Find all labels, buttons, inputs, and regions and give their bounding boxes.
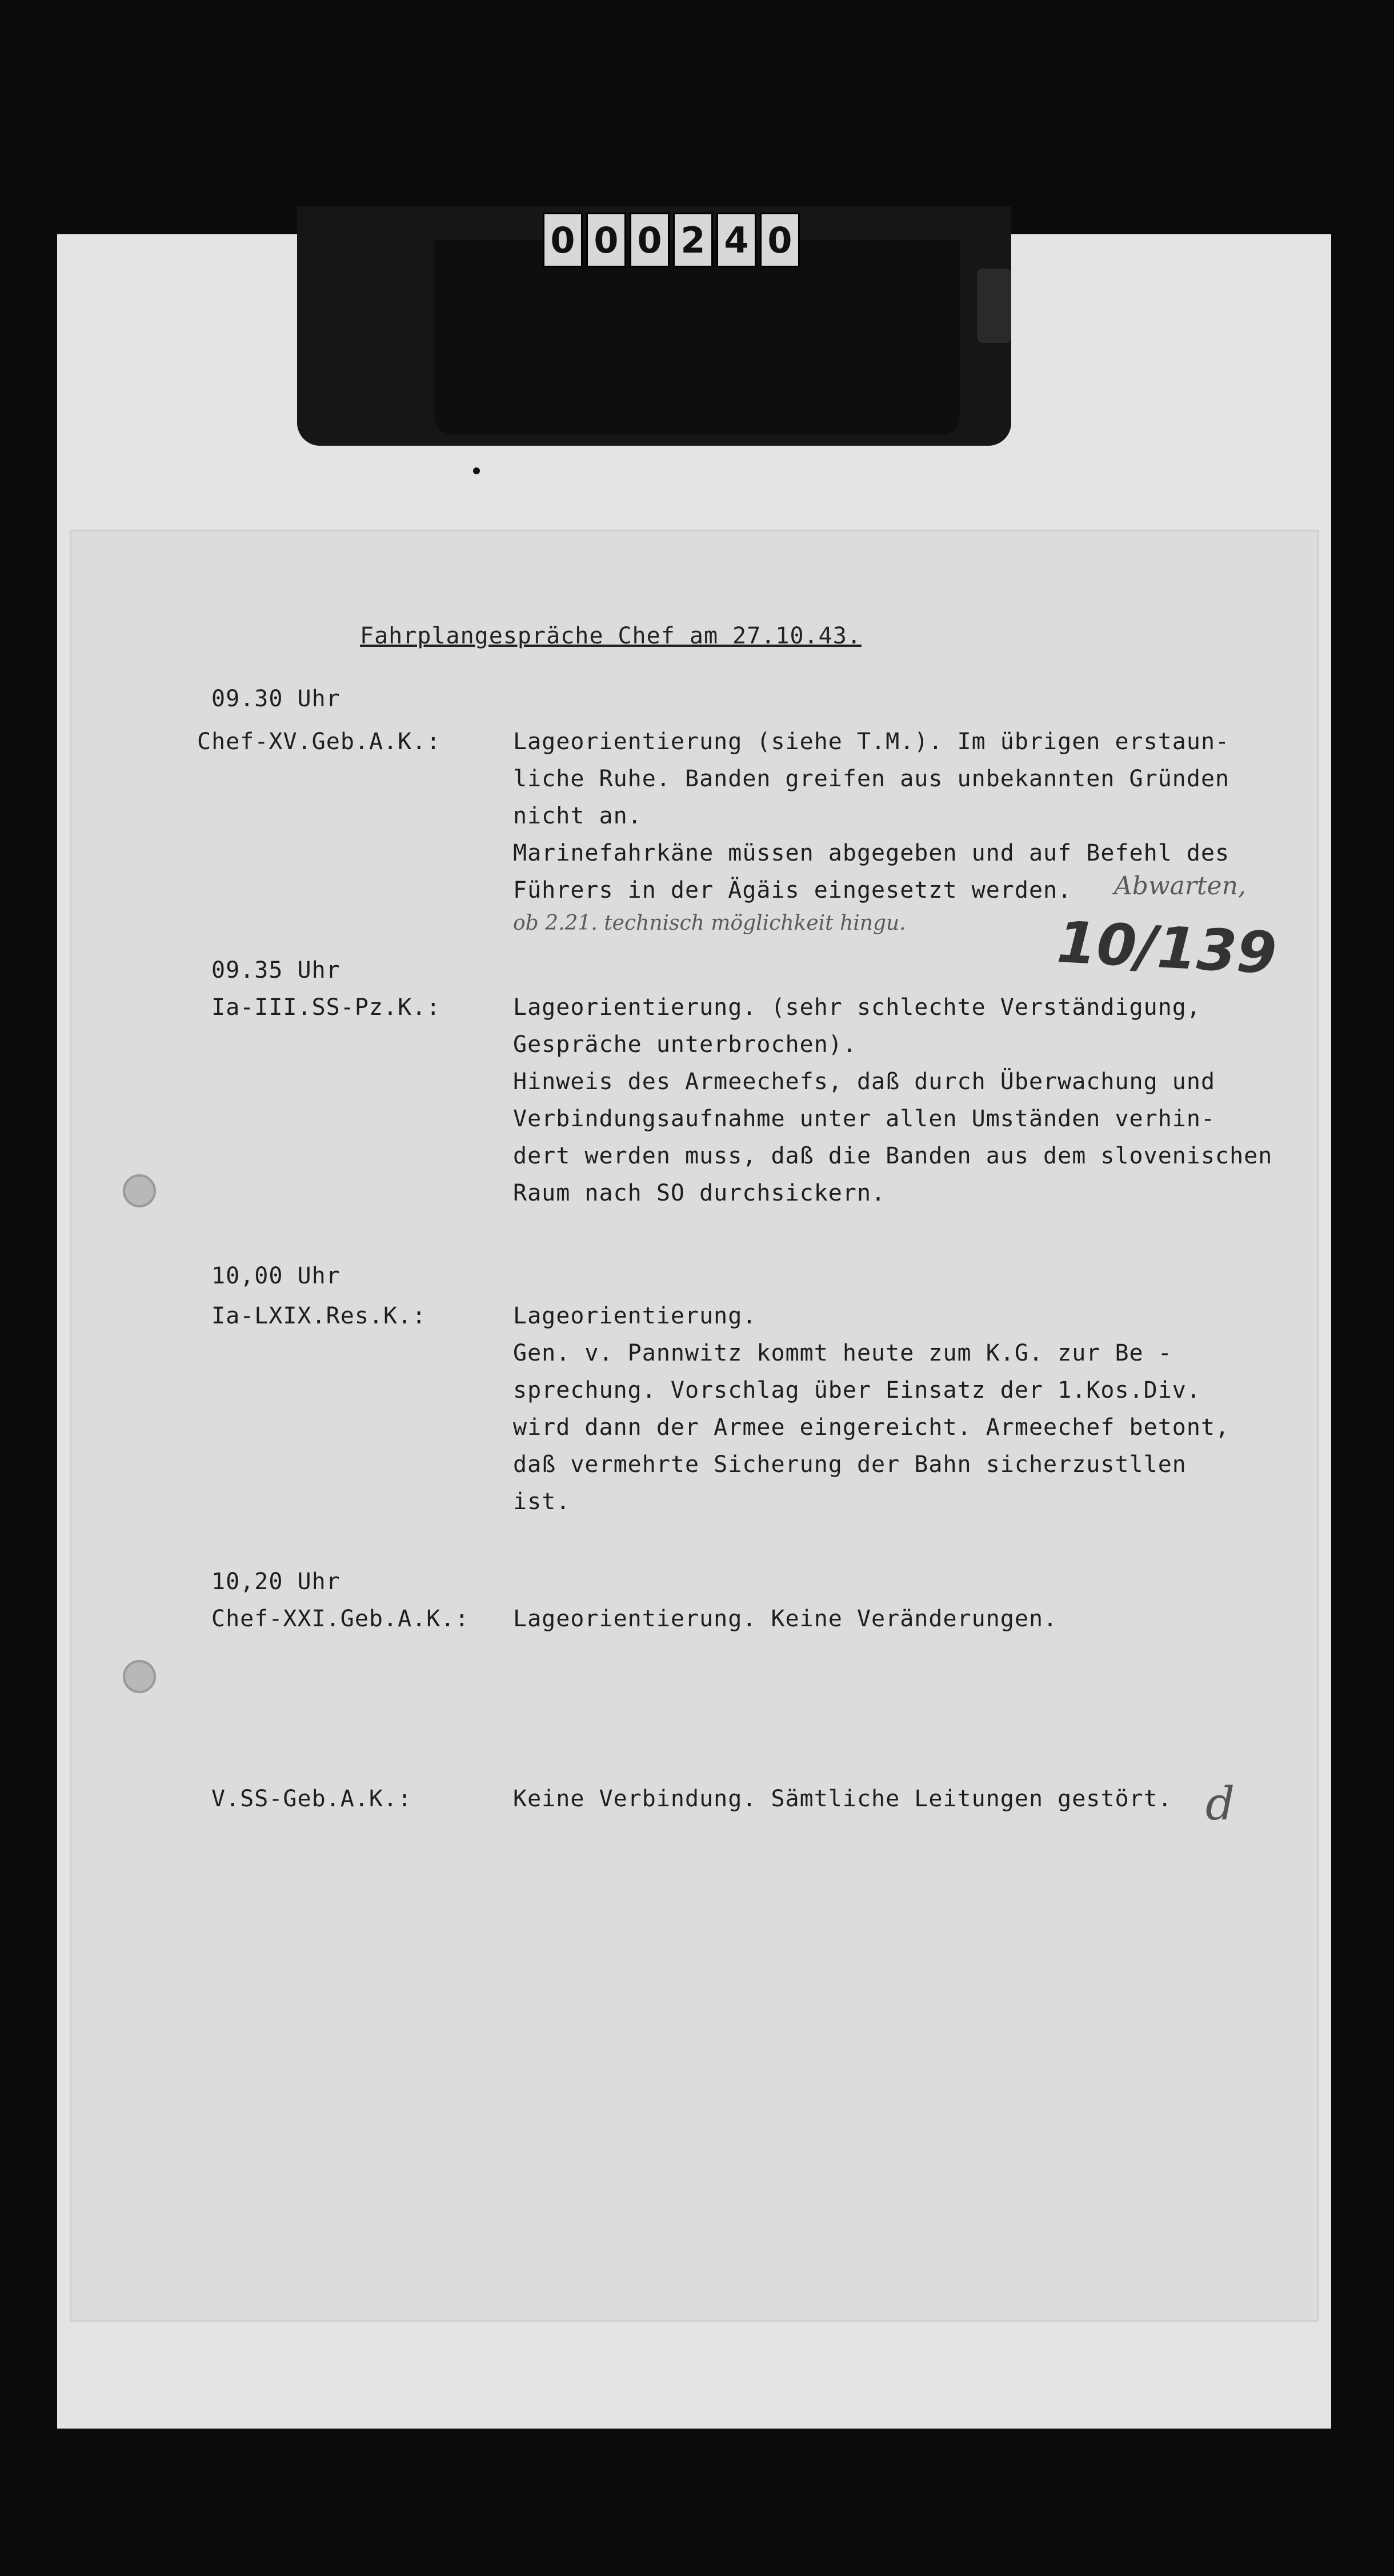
entry-unit: V.SS-Geb.A.K.: xyxy=(211,1786,412,1812)
entry-line: Lageorientierung (siehe T.M.). Im übrigen erstaun- xyxy=(513,729,1230,755)
entry-line: wird dann der Armee eingereicht. Armeechef betont, xyxy=(513,1414,1230,1441)
entry-line: Führers in der Ägäis eingesetzt werden. xyxy=(513,877,1072,903)
frame-counter-digit: 0 xyxy=(586,213,626,267)
entry-line: Lageorientierung. xyxy=(513,1303,757,1329)
entry-unit: Chef-XV.Geb.A.K.: xyxy=(197,729,441,755)
entry-line: Verbindungsaufnahme unter allen Umständen verhin- xyxy=(513,1106,1216,1132)
entry-line: dert werden muss, daß die Banden aus dem slovenischen xyxy=(513,1143,1273,1169)
frame-counter-digit: 2 xyxy=(673,213,713,267)
frame-counter xyxy=(543,213,800,264)
handwritten-initial: d xyxy=(1205,1777,1235,1830)
entry-line: Hinweis des Armeechefs, daß durch Überwachung und xyxy=(513,1069,1216,1095)
entry-line: daß vermehrte Sicherung der Bahn sicherzustllen xyxy=(513,1451,1187,1478)
clipboard-clamp xyxy=(434,240,960,434)
entry-unit: Chef-XXI.Geb.A.K.: xyxy=(211,1606,470,1632)
frame-counter-digit: 4 xyxy=(716,213,756,267)
entry-time: 10,20 Uhr xyxy=(211,1569,341,1595)
entry-line: Lageorientierung. (sehr schlechte Verständigung, xyxy=(513,994,1201,1021)
handwritten-note: ob 2.21. technisch möglichkeit hingu. xyxy=(513,911,906,935)
handwritten-reference-number: 10/139 xyxy=(1055,909,1279,987)
entry-line: Keine Verbindung. Sämtliche Leitungen gestört. xyxy=(513,1786,1172,1812)
entry-line: Gespräche unterbrochen). xyxy=(513,1031,857,1058)
entry-line: Lageorientierung. Keine Veränderungen. xyxy=(513,1606,1058,1632)
frame-counter-digit: 0 xyxy=(630,213,670,267)
punch-hole-top xyxy=(123,1174,156,1207)
entry-line: Marinefahrkäne müssen abgegeben und auf Befehl des xyxy=(513,840,1230,866)
entry-unit: Ia-III.SS-Pz.K.: xyxy=(211,994,441,1021)
entry-time: 09.30 Uhr xyxy=(211,686,341,712)
entry-line: Raum nach SO durchsickern. xyxy=(513,1180,886,1206)
entry-time: 09.35 Uhr xyxy=(211,957,341,983)
clamp-knob xyxy=(977,269,1011,343)
entry-unit: Ia-LXIX.Res.K.: xyxy=(211,1303,427,1329)
frame-counter-digit: 0 xyxy=(760,213,800,267)
ink-dot xyxy=(473,467,480,474)
entry-time: 10,00 Uhr xyxy=(211,1263,341,1289)
entry-line: sprechung. Vorschlag über Einsatz der 1.Kos.Div. xyxy=(513,1377,1201,1403)
entry-line: ist. xyxy=(513,1489,571,1515)
frame-counter-digit: 0 xyxy=(543,213,583,267)
entry-line: Gen. v. Pannwitz kommt heute zum K.G. zur Be - xyxy=(513,1340,1172,1366)
entry-line: nicht an. xyxy=(513,803,642,829)
punch-hole-bottom xyxy=(123,1660,156,1693)
handwritten-note: Abwarten, xyxy=(1114,871,1246,901)
document-title: Fahrplangespräche Chef am 27.10.43. xyxy=(360,623,862,649)
entry-line: liche Ruhe. Banden greifen aus unbekannten Gründen xyxy=(513,766,1230,792)
